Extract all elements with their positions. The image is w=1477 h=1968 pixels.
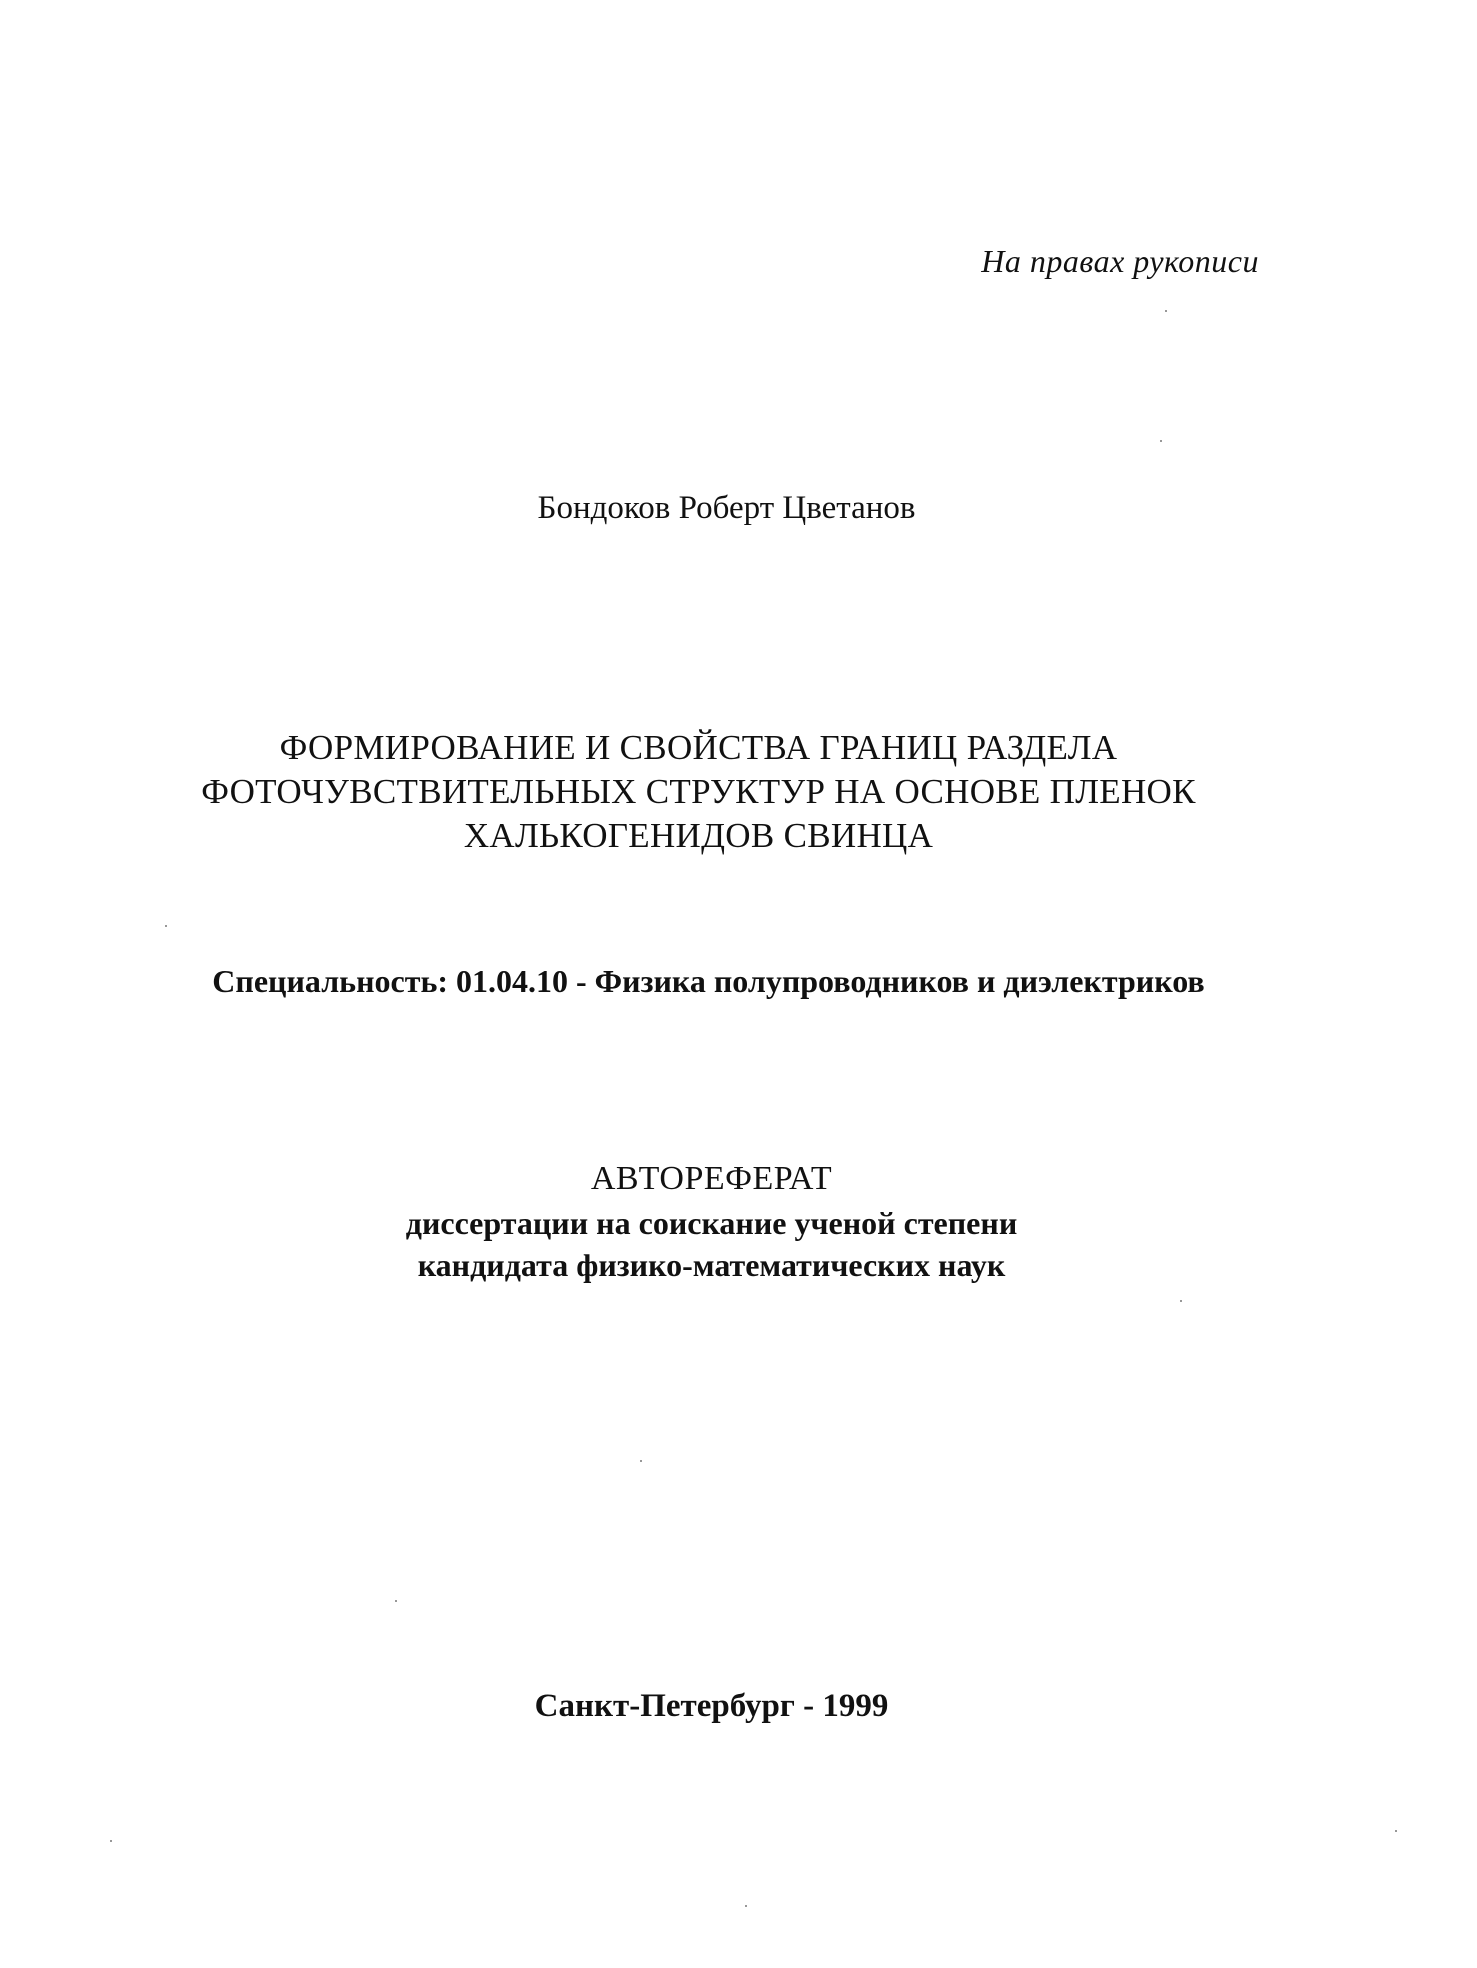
author-name: Бондоков Роберт Цветанов xyxy=(537,490,916,526)
title-line-2: ФОТОЧУВСТВИТЕЛЬНЫХ СТРУКТУР НА ОСНОВЕ ПЛЕНОК xyxy=(201,772,1196,811)
title-line-1: ФОРМИРОВАНИЕ И СВОЙСТВА ГРАНИЦ РАЗДЕЛА xyxy=(279,728,1118,767)
scan-speck xyxy=(395,1600,397,1602)
manuscript-rights-note: На правах рукописи xyxy=(981,243,1259,279)
scan-speck xyxy=(165,925,167,927)
scan-speck xyxy=(1165,310,1167,312)
scan-speck xyxy=(640,1460,642,1462)
document-type: АВТОРЕФЕРАТ xyxy=(590,1160,833,1197)
scan-speck xyxy=(110,1840,112,1842)
city-year: Санкт-Петербург - 1999 xyxy=(534,1688,889,1724)
scan-speck xyxy=(1180,1300,1182,1302)
title-line-3: ХАЛЬКОГЕНИДОВ СВИНЦА xyxy=(463,816,934,855)
specialty-line: Специальность: 01.04.10 - Физика полупроводников и диэлектриков xyxy=(212,963,1205,999)
scan-speck xyxy=(745,1905,747,1907)
purpose-line-2: кандидата физико-математических наук xyxy=(417,1247,1006,1283)
scan-speck xyxy=(1395,1830,1397,1832)
scan-speck xyxy=(1160,440,1162,442)
purpose-line-1: диссертации на соискание ученой степени xyxy=(405,1205,1018,1241)
